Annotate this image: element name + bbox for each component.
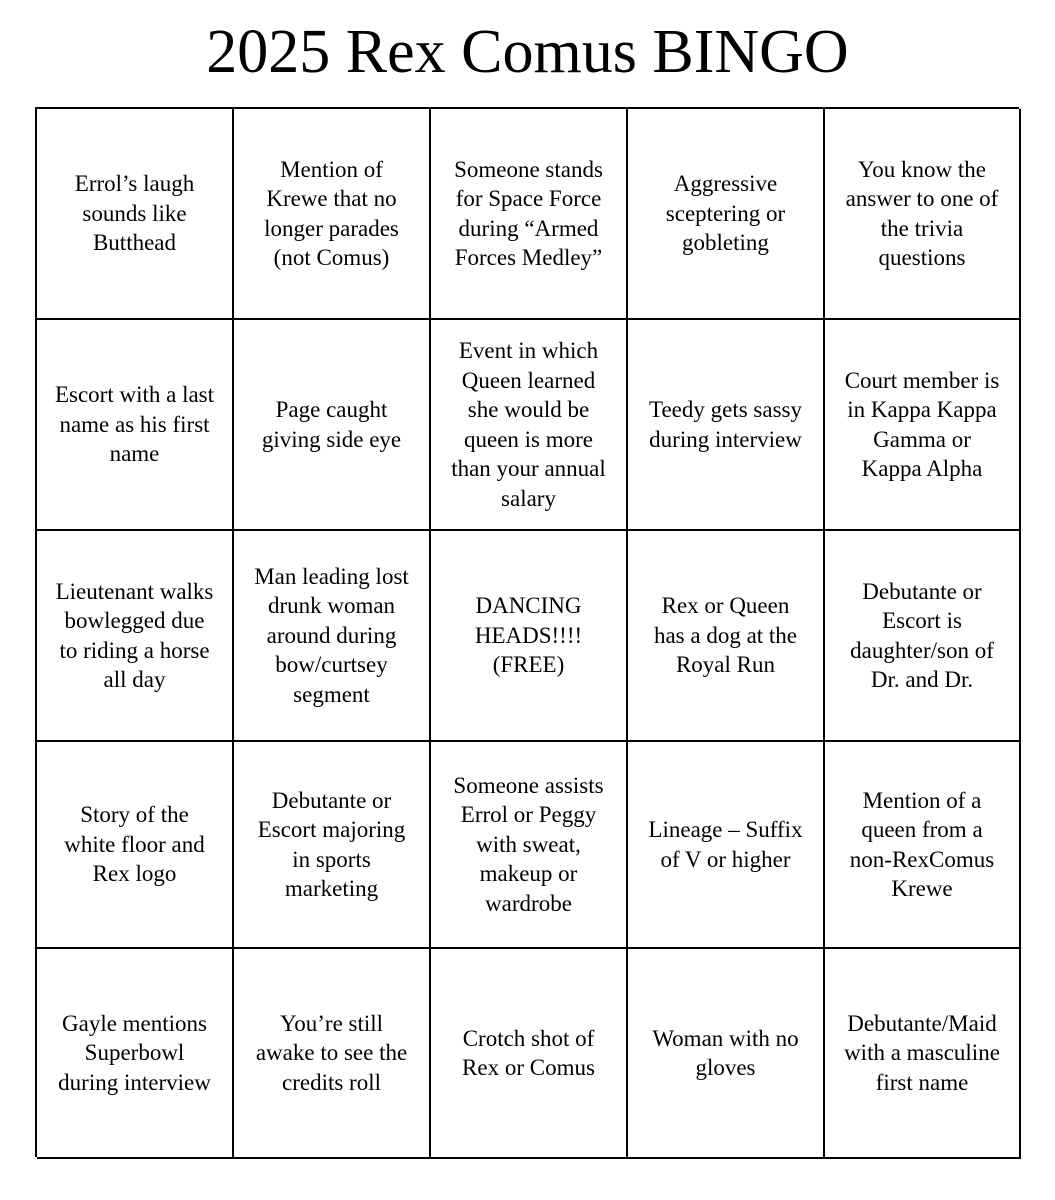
bingo-cell-text: Page caught giving side eye bbox=[261, 397, 402, 452]
bingo-cell-text: Lineage – Suffix of V or higher bbox=[648, 817, 803, 872]
bingo-cell-text: Teedy gets sassy during interview bbox=[649, 397, 802, 452]
bingo-cell bbox=[234, 109, 431, 320]
bingo-cell-text: Debutante/Maid with a masculine first name bbox=[844, 1010, 1000, 1095]
bingo-cell bbox=[37, 320, 234, 531]
bingo-cell bbox=[234, 320, 431, 531]
bingo-cell-text: Mention of a queen from a non-RexComus Krewe bbox=[849, 787, 995, 901]
bingo-cell bbox=[825, 742, 1021, 949]
bingo-cell bbox=[234, 531, 431, 742]
bingo-free-cell bbox=[431, 531, 628, 742]
bingo-cell bbox=[431, 742, 628, 949]
bingo-cell bbox=[431, 109, 628, 320]
page-title: 2025 Rex Comus BINGO bbox=[206, 18, 849, 86]
bingo-cell bbox=[825, 949, 1021, 1159]
bingo-cell bbox=[234, 949, 431, 1159]
bingo-cell-text: Someone assists Errol or Peggy with sweat, makeup or wardrobe bbox=[453, 772, 604, 916]
bingo-cell-text: Story of the white floor and Rex logo bbox=[64, 802, 205, 887]
bingo-cell bbox=[37, 742, 234, 949]
bingo-cell-text: Aggressive sceptering or gobleting bbox=[665, 171, 786, 256]
bingo-cell-text: Someone stands for Space Force during “Armed Forces Medley” bbox=[454, 156, 603, 270]
bingo-cell bbox=[628, 531, 825, 742]
bingo-cell-text: DANCING HEADS!!!! (FREE) bbox=[474, 593, 583, 678]
bingo-cell-text: Debutante or Escort is daughter/son of Dr. and Dr. bbox=[850, 578, 994, 692]
bingo-cell-text: Errol’s laugh sounds like Butthead bbox=[74, 171, 195, 256]
bingo-cell-text: You’re still awake to see the credits roll bbox=[255, 1010, 408, 1095]
bingo-cell-text: Event in which Queen learned she would be queen is more than your annual salary bbox=[451, 338, 606, 511]
bingo-cell bbox=[825, 320, 1021, 531]
bingo-cell-text: You know the answer to one of the trivia questions bbox=[845, 156, 999, 270]
bingo-cell-text: Escort with a last name as his first name bbox=[54, 382, 215, 467]
bingo-cell bbox=[431, 320, 628, 531]
bingo-cell-text: Rex or Queen has a dog at the Royal Run bbox=[653, 593, 798, 678]
bingo-board bbox=[35, 107, 1019, 1157]
bingo-cell-text: Man leading lost drunk woman around during bow/curtsey segment bbox=[254, 563, 409, 707]
bingo-cell bbox=[825, 531, 1021, 742]
bingo-cell bbox=[628, 320, 825, 531]
bingo-cell bbox=[37, 109, 234, 320]
bingo-cell bbox=[37, 949, 234, 1159]
bingo-cell bbox=[628, 742, 825, 949]
bingo-cell bbox=[431, 949, 628, 1159]
bingo-cell-text: Lieutenant walks bowlegged due to riding a horse all day bbox=[55, 578, 214, 692]
bingo-cell-text: Woman with no gloves bbox=[652, 1025, 799, 1080]
bingo-cell-text: Crotch shot of Rex or Comus bbox=[462, 1025, 595, 1080]
bingo-cell-text: Mention of Krewe that no longer parades (not Comus) bbox=[264, 156, 399, 270]
bingo-cell-text: Debutante or Escort majoring in sports marketing bbox=[257, 787, 406, 901]
bingo-cell bbox=[234, 742, 431, 949]
bingo-cell bbox=[628, 109, 825, 320]
bingo-cell bbox=[37, 531, 234, 742]
bingo-cell bbox=[825, 109, 1021, 320]
bingo-cell bbox=[628, 949, 825, 1159]
bingo-cell-text: Gayle mentions Superbowl during interview bbox=[58, 1010, 211, 1095]
bingo-cell-text: Court member is in Kappa Kappa Gamma or Kappa Alpha bbox=[844, 367, 1000, 481]
